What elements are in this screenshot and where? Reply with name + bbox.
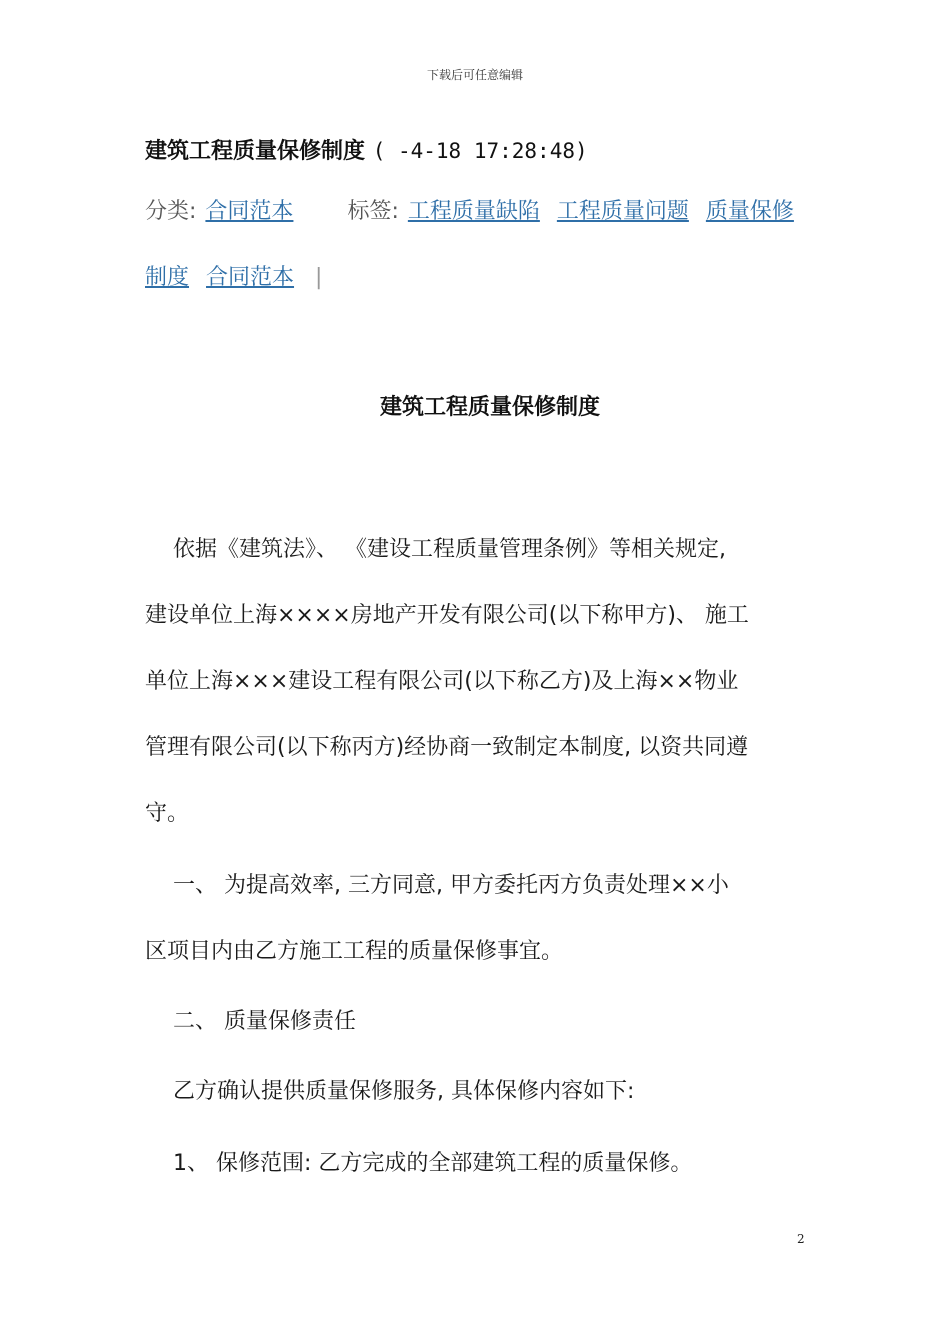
body-line-4: 管理有限公司(以下称丙方)经协商一致制定本制度, 以资共同遵 xyxy=(145,735,749,760)
tags-label: 标签: xyxy=(347,199,399,224)
tag-link-5[interactable]: 合同范本 xyxy=(206,265,295,290)
tag-link-2[interactable]: 工程质量问题 xyxy=(556,199,689,224)
category-label: 分类: xyxy=(145,199,197,224)
body-line-7: 区项目内由乙方施工工程的质量保修事宜。 xyxy=(145,939,564,964)
meta-separator: | xyxy=(315,265,323,290)
body-line-2: 建设单位上海××××房地产开发有限公司(以下称甲方)、 施工 xyxy=(145,603,749,628)
meta-row-2 xyxy=(145,260,322,291)
document-title-text: 建筑工程质量保修制度 xyxy=(145,139,366,164)
body-line-1: 依据《建筑法》、 《建设工程质量管理条例》等相关规定, xyxy=(173,537,726,562)
body-line-6: 一、 为提高效率, 三方同意, 甲方委托丙方负责处理××小 xyxy=(173,873,729,898)
tag-link-3[interactable]: 质量保修 xyxy=(705,199,794,224)
tag-link-1[interactable]: 工程质量缺陷 xyxy=(407,199,540,224)
body-line-8: 二、 质量保修责任 xyxy=(173,1009,356,1034)
page-header-note: 下载后可任意编辑 xyxy=(426,68,523,82)
body-line-5: 守。 xyxy=(145,801,190,826)
body-line-3: 单位上海×××建设工程有限公司(以下称乙方)及上海××物业 xyxy=(145,669,739,694)
body-line-10: 1、 保修范围: 乙方完成的全部建筑工程的质量保修。 xyxy=(173,1151,693,1176)
body-heading: 建筑工程质量保修制度 xyxy=(379,395,600,420)
body-line-9: 乙方确认提供质量保修服务, 具体保修内容如下: xyxy=(173,1079,635,1104)
tag-link-4[interactable]: 制度 xyxy=(145,265,190,290)
document-title xyxy=(145,134,588,165)
page-number: 2 xyxy=(797,1232,805,1246)
document-timestamp: ( -4-18 17:28:48) xyxy=(372,139,588,163)
meta-row-1 xyxy=(145,194,804,225)
category-link[interactable]: 合同范本 xyxy=(205,199,294,224)
